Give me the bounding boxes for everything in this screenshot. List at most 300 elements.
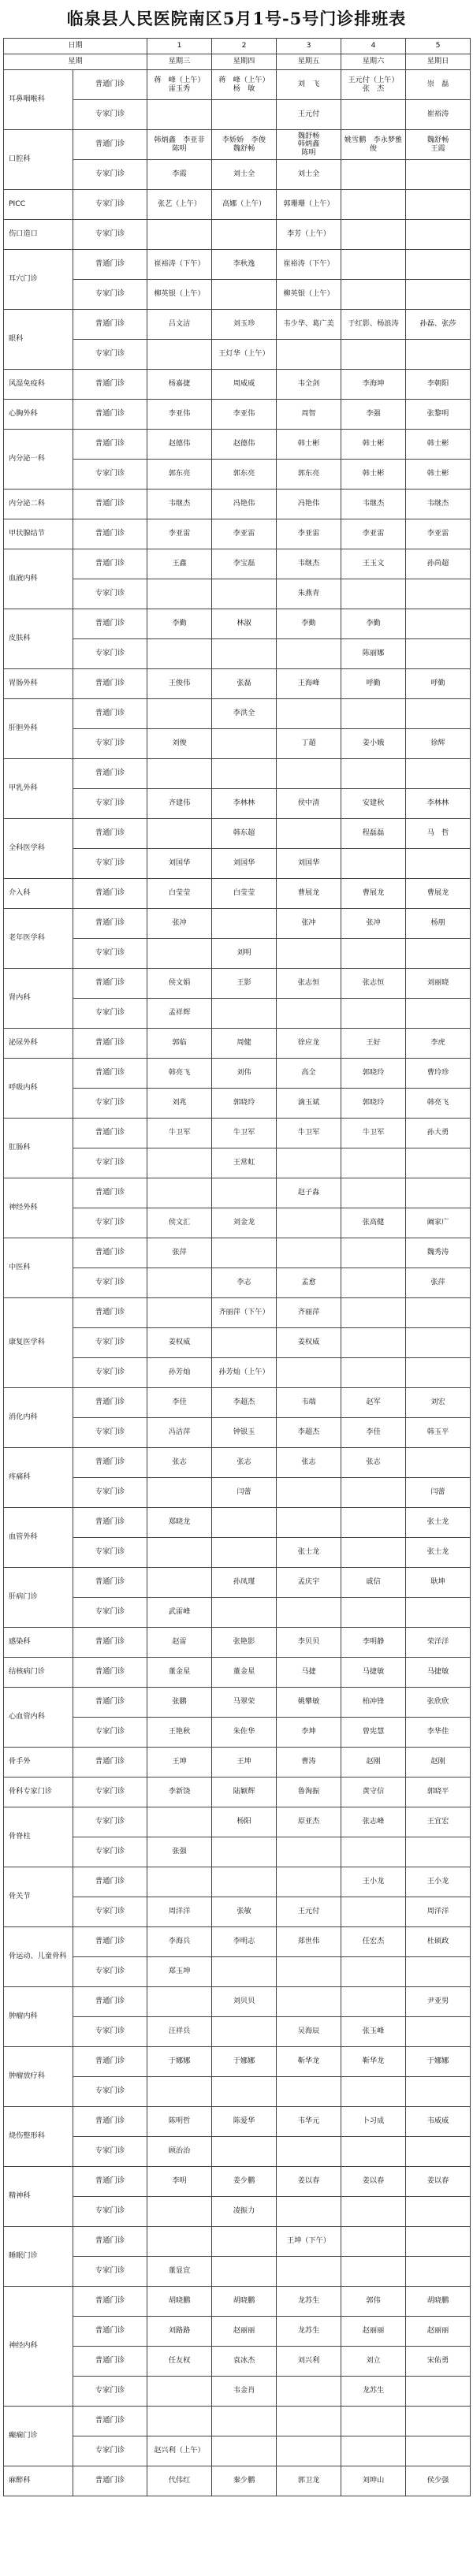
- department-cell: 血液内科: [4, 549, 73, 609]
- doctor-cell: 蒋 峰（上午） 杨 敏: [212, 70, 277, 100]
- schedule-row: [4, 160, 471, 190]
- doctor-cell: 韩亮飞: [147, 1059, 212, 1089]
- doctor-cell: [277, 1598, 341, 1628]
- doctor-cell: 尹亚男: [406, 1987, 471, 2017]
- department-cell: 骨运动、儿童骨科: [4, 1927, 73, 1987]
- doctor-cell: 陈丽娜: [341, 639, 406, 669]
- schedule-row: [4, 2077, 471, 2107]
- doctor-cell: 鲁淘振: [277, 1778, 341, 1807]
- doctor-cell: 张志峰: [341, 1807, 406, 1837]
- clinic-type-cell: 专家门诊: [73, 160, 147, 190]
- doctor-cell: [341, 1897, 406, 1927]
- doctor-cell: 姚雪鹏 李永梦雅 俊: [341, 130, 406, 160]
- department-cell: 胃肠外科: [4, 669, 73, 699]
- doctor-cell: [341, 100, 406, 130]
- day-1: 1: [147, 39, 212, 54]
- doctor-cell: 李勤: [277, 609, 341, 639]
- schedule-row: [4, 490, 471, 519]
- doctor-cell: 李宝磊: [212, 549, 277, 579]
- doctor-cell: 张鹏: [147, 1688, 212, 1718]
- schedule-row: [4, 1478, 471, 1508]
- doctor-cell: [406, 1837, 471, 1867]
- doctor-cell: 张黎明: [406, 400, 471, 430]
- schedule-row: [4, 2257, 471, 2287]
- schedule-row: [4, 1897, 471, 1927]
- schedule-row: [4, 310, 471, 340]
- clinic-type-cell: 普通门诊: [73, 1658, 147, 1688]
- department-cell: 甲乳外科: [4, 759, 73, 819]
- department-cell: 心血管内科: [4, 1688, 73, 1748]
- doctor-cell: 李虎: [406, 1029, 471, 1059]
- doctor-cell: 刘伟: [212, 1059, 277, 1089]
- clinic-type-cell: 专家门诊: [73, 2436, 147, 2466]
- doctor-cell: 凌振力: [212, 2197, 277, 2227]
- doctor-cell: [147, 1538, 212, 1568]
- doctor-cell: 王艳秋: [147, 1718, 212, 1748]
- doctor-cell: 任宏杰: [341, 1927, 406, 1957]
- clinic-type-cell: 普通门诊: [73, 1238, 147, 1268]
- schedule-row: [4, 1987, 471, 2017]
- doctor-cell: [277, 1837, 341, 1867]
- department-cell: 肝病门诊: [4, 1568, 73, 1628]
- doctor-cell: 侯中清: [277, 789, 341, 819]
- doctor-cell: 赵德伟: [147, 430, 212, 460]
- schedule-row: [4, 100, 471, 130]
- doctor-cell: 赵刚: [341, 1748, 406, 1778]
- clinic-type-cell: 普通门诊: [73, 250, 147, 280]
- clinic-type-cell: 普通门诊: [73, 909, 147, 939]
- doctor-cell: 陈明哲: [147, 2107, 212, 2137]
- clinic-type-cell: 普通门诊: [73, 609, 147, 639]
- doctor-cell: [341, 220, 406, 250]
- doctor-cell: 姜小娥: [341, 729, 406, 759]
- schedule-row: [4, 400, 471, 430]
- doctor-cell: 赵雷: [147, 1628, 212, 1658]
- doctor-cell: 刘坤山: [341, 2466, 406, 2496]
- doctor-cell: [406, 2197, 471, 2227]
- department-cell: 癫痫门诊: [4, 2407, 73, 2466]
- weekday-4: 星期六: [341, 54, 406, 70]
- doctor-cell: 龙苏生: [341, 2377, 406, 2407]
- doctor-cell: 王小龙: [341, 1867, 406, 1897]
- doctor-cell: [406, 1328, 471, 1358]
- doctor-cell: [341, 1837, 406, 1867]
- clinic-type-cell: 专家门诊: [73, 460, 147, 490]
- clinic-type-cell: 普通门诊: [73, 1178, 147, 1208]
- clinic-type-cell: 专家门诊: [73, 2017, 147, 2047]
- doctor-cell: 孟愈: [277, 1268, 341, 1298]
- doctor-cell: 马捷敏: [341, 1658, 406, 1688]
- doctor-cell: 安建秋: [341, 789, 406, 819]
- doctor-cell: 李强: [341, 400, 406, 430]
- doctor-cell: 刘国华: [147, 849, 212, 879]
- doctor-cell: 徐应龙: [277, 1029, 341, 1059]
- doctor-cell: 靳华龙: [277, 2047, 341, 2077]
- doctor-cell: 董金星: [147, 1658, 212, 1688]
- clinic-type-cell: 普通门诊: [73, 2287, 147, 2317]
- doctor-cell: [147, 1298, 212, 1328]
- doctor-cell: 胡晓鹏: [212, 2287, 277, 2317]
- doctor-cell: [341, 280, 406, 310]
- doctor-cell: [341, 999, 406, 1029]
- doctor-cell: 杜硕政: [406, 1927, 471, 1957]
- doctor-cell: [277, 1957, 341, 1987]
- clinic-type-cell: 专家门诊: [73, 190, 147, 220]
- doctor-cell: 李亚雷: [212, 519, 277, 549]
- clinic-type-cell: 普通门诊: [73, 2466, 147, 2496]
- department-cell: 皮肤科: [4, 609, 73, 669]
- doctor-cell: 郭珊珊（上午）: [277, 190, 341, 220]
- doctor-cell: 曹展龙: [406, 879, 471, 909]
- clinic-type-cell: 专家门诊: [73, 340, 147, 370]
- doctor-cell: 张冲: [341, 909, 406, 939]
- doctor-cell: 赵丽丽: [406, 2317, 471, 2347]
- doctor-cell: 曹涛: [277, 1748, 341, 1778]
- doctor-cell: 白莹莹: [212, 879, 277, 909]
- doctor-cell: 刘金龙: [212, 1208, 277, 1238]
- doctor-cell: [406, 1598, 471, 1628]
- doctor-cell: 孙凤瑾: [212, 1568, 277, 1598]
- doctor-cell: 郭东亮: [277, 460, 341, 490]
- doctor-cell: 李明静: [341, 1628, 406, 1658]
- doctor-cell: [212, 100, 277, 130]
- weekday-2: 星期四: [212, 54, 277, 70]
- doctor-cell: [212, 2407, 277, 2436]
- schedule-row: [4, 250, 471, 280]
- doctor-cell: 孙芳灿: [147, 1358, 212, 1388]
- doctor-cell: 张士龙: [277, 1538, 341, 1568]
- department-cell: 康复医学科: [4, 1298, 73, 1388]
- clinic-type-cell: 普通门诊: [73, 1748, 147, 1778]
- doctor-cell: [147, 1478, 212, 1508]
- doctor-cell: 刘 飞: [277, 70, 341, 100]
- doctor-cell: [406, 220, 471, 250]
- doctor-cell: 马翠荣: [212, 1688, 277, 1718]
- clinic-type-cell: 专家门诊: [73, 280, 147, 310]
- header-date-row: [4, 39, 471, 54]
- clinic-type-cell: 普通门诊: [73, 310, 147, 340]
- doctor-cell: 杨朋: [406, 909, 471, 939]
- doctor-cell: 齐建伟: [147, 789, 212, 819]
- schedule-row: [4, 2107, 471, 2137]
- schedule-row: [4, 819, 471, 849]
- doctor-cell: 李朝阳: [406, 370, 471, 400]
- clinic-type-cell: 普通门诊: [73, 759, 147, 789]
- doctor-cell: [147, 2197, 212, 2227]
- clinic-type-cell: 专家门诊: [73, 1837, 147, 1867]
- department-cell: 耳穴门诊: [4, 250, 73, 310]
- doctor-cell: 张志: [277, 1448, 341, 1478]
- department-cell: 泌尿外科: [4, 1029, 73, 1059]
- doctor-cell: 高娜（上午）: [212, 190, 277, 220]
- doctor-cell: 程磊磊: [341, 819, 406, 849]
- doctor-cell: 李海兵: [147, 1927, 212, 1957]
- schedule-row: [4, 1178, 471, 1208]
- doctor-cell: [212, 2257, 277, 2287]
- schedule-row: [4, 759, 471, 789]
- doctor-cell: 代伟红: [147, 2466, 212, 2496]
- doctor-cell: 李亚雷: [341, 519, 406, 549]
- doctor-cell: 赵丽丽: [212, 2317, 277, 2347]
- department-cell: 风湿免疫科: [4, 370, 73, 400]
- doctor-cell: 王常虹: [212, 1148, 277, 1178]
- doctor-cell: 钟银玉: [212, 1418, 277, 1448]
- schedule-row: [4, 909, 471, 939]
- doctor-cell: 韩士彬: [341, 460, 406, 490]
- doctor-cell: 柏冲锋: [341, 1688, 406, 1718]
- schedule-row: [4, 1688, 471, 1718]
- doctor-cell: 于红影、杨浪涛: [341, 310, 406, 340]
- doctor-cell: 张高健: [341, 1208, 406, 1238]
- doctor-cell: [341, 1957, 406, 1987]
- clinic-type-cell: 专家门诊: [73, 999, 147, 1029]
- department-cell: 心胸外科: [4, 400, 73, 430]
- doctor-cell: 韦继杰: [406, 490, 471, 519]
- department-cell: 眼科: [4, 310, 73, 370]
- doctor-cell: 侯文娟: [147, 969, 212, 999]
- doctor-cell: [212, 1867, 277, 1897]
- doctor-cell: 崔裕涛（下午）: [277, 250, 341, 280]
- doctor-cell: 赵德伟: [212, 430, 277, 460]
- doctor-cell: 王灯华（上午）: [212, 340, 277, 370]
- day-4: 4: [341, 39, 406, 54]
- clinic-type-cell: 普通门诊: [73, 1867, 147, 1897]
- clinic-type-cell: 普通门诊: [73, 879, 147, 909]
- schedule-row: [4, 1448, 471, 1478]
- clinic-type-cell: 普通门诊: [73, 1628, 147, 1658]
- doctor-cell: [341, 1598, 406, 1628]
- doctor-cell: 李贝贝: [277, 1628, 341, 1658]
- doctor-cell: 周智: [277, 400, 341, 430]
- doctor-cell: 张志恒: [341, 969, 406, 999]
- department-cell: 麻醉科: [4, 2466, 73, 2496]
- doctor-cell: 蒋 峰（上午） 雷玉秀: [147, 70, 212, 100]
- doctor-cell: 张艺（上午）: [147, 190, 212, 220]
- schedule-row: [4, 1658, 471, 1688]
- department-cell: 血管外科: [4, 1508, 73, 1568]
- schedule-row: [4, 1238, 471, 1268]
- doctor-cell: 周威威: [212, 370, 277, 400]
- clinic-type-cell: 普通门诊: [73, 2167, 147, 2197]
- doctor-cell: 张志: [341, 1448, 406, 1478]
- doctor-cell: 郑世伟: [277, 1927, 341, 1957]
- clinic-type-cell: 普通门诊: [73, 430, 147, 460]
- schedule-row: [4, 1927, 471, 1957]
- clinic-type-cell: 专家门诊: [73, 1478, 147, 1508]
- clinic-type-cell: 专家门诊: [73, 1418, 147, 1448]
- doctor-cell: 李亚雷: [147, 519, 212, 549]
- doctor-cell: 宋佑勇: [406, 2347, 471, 2377]
- doctor-cell: 刘兆: [147, 1089, 212, 1119]
- clinic-type-cell: 专家门诊: [73, 100, 147, 130]
- department-cell: 肛肠科: [4, 1119, 73, 1178]
- schedule-row: [4, 2137, 471, 2167]
- doctor-cell: 杨阳: [212, 1807, 277, 1837]
- doctor-cell: 韩士彬: [277, 430, 341, 460]
- department-cell: 消化内科: [4, 1388, 73, 1448]
- doctor-cell: 顾治治: [147, 2137, 212, 2167]
- department-cell: 内分泌二科: [4, 490, 73, 519]
- doctor-cell: 曹展龙: [341, 879, 406, 909]
- doctor-cell: [277, 1148, 341, 1178]
- doctor-cell: 马捷敏: [406, 1658, 471, 1688]
- doctor-cell: 张冲: [147, 909, 212, 939]
- doctor-cell: 周洋洋: [406, 1897, 471, 1927]
- schedule-row: [4, 1778, 471, 1807]
- doctor-cell: 于娜娜: [406, 2047, 471, 2077]
- doctor-cell: [341, 1268, 406, 1298]
- schedule-row: [4, 2317, 471, 2347]
- schedule-row: [4, 1358, 471, 1388]
- doctor-cell: 张志: [212, 1448, 277, 1478]
- clinic-type-cell: 普通门诊: [73, 1298, 147, 1328]
- doctor-cell: [147, 1867, 212, 1897]
- doctor-cell: [341, 1178, 406, 1208]
- doctor-cell: [212, 1238, 277, 1268]
- doctor-cell: 韦继杰: [341, 490, 406, 519]
- doctor-cell: 赵军: [341, 1388, 406, 1418]
- doctor-cell: 刘宏: [406, 1388, 471, 1418]
- doctor-cell: [277, 639, 341, 669]
- doctor-cell: 齐丽萍: [277, 1298, 341, 1328]
- clinic-type-cell: 专家门诊: [73, 2257, 147, 2287]
- doctor-cell: 高全: [277, 1059, 341, 1089]
- doctor-cell: [341, 939, 406, 969]
- schedule-row: [4, 430, 471, 460]
- doctor-cell: [212, 2017, 277, 2047]
- doctor-cell: [341, 1238, 406, 1268]
- clinic-type-cell: 专家门诊: [73, 1358, 147, 1388]
- schedule-row: [4, 669, 471, 699]
- doctor-cell: [212, 2436, 277, 2466]
- doctor-cell: 魏舒畅 王霞: [406, 130, 471, 160]
- clinic-type-cell: 普通门诊: [73, 1927, 147, 1957]
- doctor-cell: 韩亮飞: [406, 1089, 471, 1119]
- doctor-cell: 原亚杰: [277, 1807, 341, 1837]
- doctor-cell: 吕文洁: [147, 310, 212, 340]
- doctor-cell: [212, 909, 277, 939]
- doctor-cell: 于娜娜: [212, 2047, 277, 2077]
- schedule-row: [4, 70, 471, 100]
- doctor-cell: 刘兴利: [277, 2347, 341, 2377]
- schedule-row: [4, 1268, 471, 1298]
- doctor-cell: 李亚伟: [212, 400, 277, 430]
- doctor-cell: 郭伟: [341, 2287, 406, 2317]
- day-2: 2: [212, 39, 277, 54]
- doctor-cell: 张志恒: [277, 969, 341, 999]
- schedule-row: [4, 1538, 471, 1568]
- doctor-cell: 马捷: [277, 1658, 341, 1688]
- doctor-cell: [147, 819, 212, 849]
- doctor-cell: 王元付: [277, 1897, 341, 1927]
- doctor-cell: 魏秀涛: [406, 1238, 471, 1268]
- schedule-row: [4, 789, 471, 819]
- schedule-row: [4, 969, 471, 999]
- department-cell: 骨科专家门诊: [4, 1778, 73, 1807]
- schedule-row: [4, 2287, 471, 2317]
- doctor-cell: 赵兴利（上午）: [147, 2436, 212, 2466]
- doctor-cell: [212, 1837, 277, 1867]
- doctor-cell: [147, 2377, 212, 2407]
- doctor-cell: 周洋洋: [147, 1897, 212, 1927]
- doctor-cell: [341, 1987, 406, 2017]
- doctor-cell: [341, 1538, 406, 1568]
- doctor-cell: [147, 1268, 212, 1298]
- doctor-cell: [277, 2436, 341, 2466]
- doctor-cell: 刘俊: [147, 729, 212, 759]
- schedule-row: [4, 1837, 471, 1867]
- doctor-cell: [212, 220, 277, 250]
- schedule-row: [4, 2047, 471, 2077]
- doctor-cell: 孟祥辉: [147, 999, 212, 1029]
- clinic-type-cell: 专家门诊: [73, 2197, 147, 2227]
- doctor-cell: 张强: [147, 1837, 212, 1867]
- doctor-cell: 姜以春: [341, 2167, 406, 2197]
- doctor-cell: 王影: [212, 969, 277, 999]
- doctor-cell: 韦金肖: [212, 2377, 277, 2407]
- clinic-type-cell: 专家门诊: [73, 849, 147, 879]
- department-cell: 甲状腺结节: [4, 519, 73, 549]
- doctor-cell: [212, 1957, 277, 1987]
- doctor-cell: [341, 1358, 406, 1388]
- doctor-cell: [277, 1478, 341, 1508]
- doctor-cell: [406, 1298, 471, 1328]
- clinic-type-cell: 专家门诊: [73, 1208, 147, 1238]
- doctor-cell: 刘玉珍: [212, 310, 277, 340]
- doctor-cell: 齐丽萍（下午）: [212, 1298, 277, 1328]
- department-cell: 神经内科: [4, 2287, 73, 2407]
- doctor-cell: 李秋逸: [212, 250, 277, 280]
- doctor-cell: 韦华元: [277, 2107, 341, 2137]
- doctor-cell: [406, 1358, 471, 1388]
- doctor-cell: 李坤: [277, 1718, 341, 1748]
- doctor-cell: [277, 2197, 341, 2227]
- doctor-cell: [341, 1478, 406, 1508]
- doctor-cell: 郑玉坤: [147, 1957, 212, 1987]
- doctor-cell: 韩玉平: [406, 1418, 471, 1448]
- doctor-cell: 郭晓平: [406, 1778, 471, 1807]
- doctor-cell: [147, 340, 212, 370]
- department-cell: 内分泌一科: [4, 430, 73, 490]
- clinic-type-cell: 普通门诊: [73, 1388, 147, 1418]
- doctor-cell: 王好: [341, 1029, 406, 1059]
- doctor-cell: [147, 2407, 212, 2436]
- schedule-row: [4, 2167, 471, 2197]
- doctor-cell: 王元付: [277, 100, 341, 130]
- clinic-type-cell: 普通门诊: [73, 400, 147, 430]
- doctor-cell: [406, 160, 471, 190]
- doctor-cell: [406, 280, 471, 310]
- doctor-cell: [147, 699, 212, 729]
- doctor-cell: 王俊伟: [147, 669, 212, 699]
- doctor-cell: [277, 759, 341, 789]
- doctor-cell: 孙磊、张莎: [406, 310, 471, 340]
- doctor-cell: 黄守信: [341, 1778, 406, 1807]
- doctor-cell: 呼勤: [341, 669, 406, 699]
- doctor-cell: 张志: [147, 1448, 212, 1478]
- doctor-cell: 姜以春: [277, 2167, 341, 2197]
- clinic-type-cell: 专家门诊: [73, 639, 147, 669]
- doctor-cell: 李超杰: [212, 1388, 277, 1418]
- doctor-cell: [406, 939, 471, 969]
- doctor-cell: 刘明: [212, 939, 277, 969]
- doctor-cell: [277, 999, 341, 1029]
- doctor-cell: 曹玲珍: [406, 1059, 471, 1089]
- clinic-type-cell: 普通门诊: [73, 370, 147, 400]
- clinic-type-cell: 专家门诊: [73, 1778, 147, 1807]
- doctor-cell: 郭东亮: [147, 460, 212, 490]
- doctor-cell: 曹展龙: [277, 879, 341, 909]
